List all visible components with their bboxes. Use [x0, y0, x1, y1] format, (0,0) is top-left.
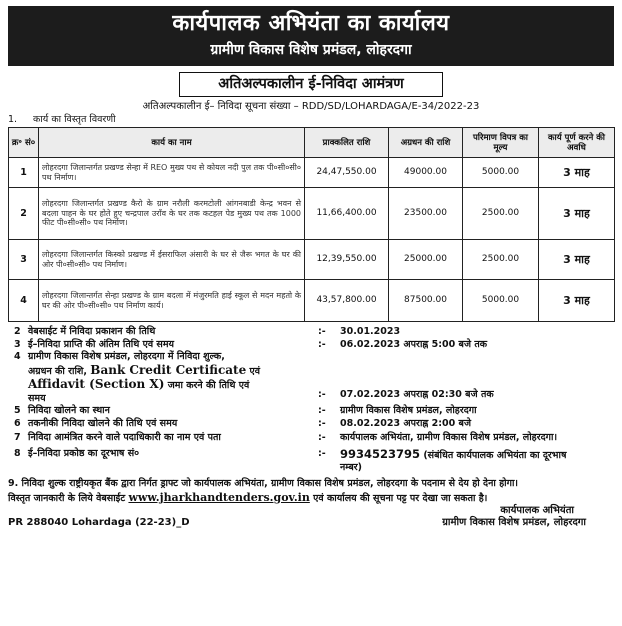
- website-link[interactable]: www.jharkhandtenders.gov.in: [128, 490, 310, 504]
- detail-value: ग्रामीण विकास विशेष प्रमंडल, लोहरदगा: [340, 405, 477, 416]
- table-header-row: [9, 128, 615, 158]
- table-row: [9, 158, 615, 188]
- row-work-name: लोहरदगा जिलान्तर्गत किस्को प्रखण्ड में ईसराफिल अंसारी के घर से जैरू भगत के घर की ओर पी०सी०सी० पथ निर्माण।: [39, 240, 305, 280]
- row-emd: 49000.00: [389, 158, 463, 188]
- detail-number: 6: [14, 417, 21, 429]
- detail-row-4: [8, 351, 614, 405]
- phone-note: (संबंधित कार्यपालक अभियंता का दूरभाष नम्बर): [340, 449, 567, 473]
- detail-number: 5: [14, 405, 21, 416]
- fee-footnote: 9. निविदा शुल्क राष्ट्रीयकृत बैंक द्वारा निर्गत ड्राफ्ट जो कार्यपालक अभियंता, ग्रामीण विकास विशेष प्रमंडल, लोहरदगा के पदनाम से देय हो देना होगा।: [8, 477, 519, 489]
- detail-number: 2: [14, 326, 21, 337]
- row-emd: 25000.00: [389, 240, 463, 280]
- detail-label: ई–निविदा प्राप्ति की अंतिम तिथि एवं समय: [28, 338, 175, 350]
- info-line: [8, 492, 614, 505]
- row-amount: 24,47,550.00: [305, 158, 389, 188]
- detail-row-6: [8, 418, 614, 431]
- section-1-number: 1.: [8, 114, 18, 125]
- row-period: 3 माह: [539, 158, 615, 188]
- row-work-name: लोहरदगा जिलान्तर्गत प्रखण्ड सेन्हा में REO मुख्य पथ से कोयल नदी पुल तक पी०सी०सी० पथ निर्माण।: [39, 158, 305, 188]
- row-amount: 12,39,550.00: [305, 240, 389, 280]
- row-emd: 23500.00: [389, 188, 463, 240]
- detail-separator: :-: [318, 326, 326, 337]
- detail-number: 8: [14, 447, 21, 459]
- detail-label: तकनीकी निविदा खोलने की तिथि एवं समय: [28, 417, 178, 429]
- row-sn: 3: [9, 240, 39, 280]
- row-emd: 87500.00: [389, 280, 463, 322]
- pr-number: PR 288040 Lohardaga (22-23)_D: [8, 516, 190, 528]
- section-1-label: कार्य का विस्तृत विवरणी: [33, 114, 116, 125]
- row-boq: 5000.00: [463, 280, 539, 322]
- detail-label: [28, 351, 318, 405]
- detail-separator: :-: [318, 389, 326, 400]
- table-row: [9, 280, 615, 322]
- section-1-heading: [8, 114, 614, 126]
- detail-value: 07.02.2023 अपराह्न 02:30 बजे तक: [340, 389, 494, 400]
- detail-row-8: [8, 448, 614, 475]
- header-work-name: कार्य का नाम: [39, 128, 305, 158]
- row-amount: 11,66,400.00: [305, 188, 389, 240]
- detail-label: निविदा आमंत्रित करने वाले पदाधिकारी का नाम एवं पता: [28, 432, 221, 443]
- footer-line: [8, 517, 614, 529]
- detail-row-2: [8, 326, 614, 339]
- detail-separator: :-: [318, 432, 326, 443]
- header-boq-cost: परिमाण विपत्र का मूल्य: [463, 128, 539, 158]
- detail-separator: :-: [318, 417, 326, 429]
- detail-value: कार्यपालक अभियंता, ग्रामीण विकास विशेष प्रमंडल, लोहरदगा।: [340, 432, 558, 443]
- table-row: [9, 188, 615, 240]
- detail-row-3: [8, 339, 614, 352]
- bank-credit-certificate-text: Bank Credit Certificate: [90, 362, 247, 377]
- detail-value: [340, 448, 590, 475]
- row-work-name: लोहरदगा जिलान्तर्गत सेन्हा प्रखण्ड के ग्राम बदला में मंजुरमति हाई स्कूल से मदन महतो के घर की ओर पी०सी०सी० पथ निर्माण कार्य।: [39, 280, 305, 322]
- detail-value: 30.01.2023: [340, 326, 401, 337]
- row-period: 3 माह: [539, 280, 615, 322]
- row-amount: 43,57,800.00: [305, 280, 389, 322]
- detail-label: निविदा खोलने का स्थान: [28, 405, 110, 416]
- phone-number: 9934523795: [340, 446, 421, 461]
- detail-separator: :-: [318, 405, 326, 416]
- row-sn: 2: [9, 188, 39, 240]
- detail-number: 3: [14, 338, 21, 350]
- division-name: ग्रामीण विकास विशेष प्रमंडल, लोहरदगा: [210, 42, 412, 58]
- detail-label-line-a: ग्रामीण विकास विशेष प्रमंडल, लोहरदगा में निविदा शुल्क,: [28, 351, 225, 362]
- header-estimated-amount: प्राक्कलित राशि: [305, 128, 389, 158]
- detail-row-5: [8, 405, 614, 418]
- row-boq: 2500.00: [463, 240, 539, 280]
- detail-label-line-b: अग्रधन की राशि,: [28, 365, 87, 377]
- row-boq: 5000.00: [463, 158, 539, 188]
- header-completion-period: कार्य पूर्ण करने की अवधि: [539, 128, 615, 158]
- signature-designation: कार्यपालक अभियंता: [500, 504, 574, 516]
- notice-number: अतिअल्पकालीन ई– निविदा सूचना संख्या – RDD/SD/LOHARDAGA/E-34/2022-23: [142, 101, 480, 112]
- detail-number: 4: [14, 351, 21, 362]
- detail-value: 06.02.2023 अपराह्न 5:00 बजे तक: [340, 338, 488, 350]
- detail-separator: :-: [318, 447, 326, 459]
- details-list: [8, 326, 614, 475]
- row-period: 3 माह: [539, 188, 615, 240]
- detail-label-line-c: जमा करने की तिथि एवं: [167, 380, 250, 391]
- works-table: [8, 127, 615, 322]
- row-boq: 2500.00: [463, 188, 539, 240]
- table-row: [9, 240, 615, 280]
- detail-label-line-d: समय: [28, 392, 46, 404]
- row-sn: 1: [9, 158, 39, 188]
- detail-label: ई–निविदा प्रकोष्ठ का दूरभाष सं०: [28, 447, 140, 459]
- detail-number: 7: [14, 432, 21, 443]
- row-period: 3 माह: [539, 240, 615, 280]
- detail-separator: :-: [318, 338, 326, 350]
- info-after: एवं कार्यालय की सूचना पट्ट पर देखा जा सकता है।: [313, 492, 488, 504]
- row-work-name: लोहरदगा जिलान्तर्गत प्रखण्ड कैरो के ग्राम नरौली करमटोली आंगनबाडी केन्द्र भवन से बदला पाहन के घर होते हुए चन्द्रपाल उराँव के घर तक कटहल पेड मुख्य पथ तक 1000 फीट पी०सी०सी० पथ निर्माण।: [39, 188, 305, 240]
- row-sn: 4: [9, 280, 39, 322]
- office-title: कार्यपालक अभियंता का कार्यालय: [172, 11, 450, 36]
- office-banner: [8, 6, 614, 66]
- info-before: विस्तृत जानकारी के लिये वेबसाईट: [8, 492, 126, 504]
- detail-row-7: [8, 432, 614, 445]
- detail-value: 08.02.2023 अपराह्न 2:00 बजे: [340, 417, 472, 429]
- header-sn: क्र॰ सं०: [9, 128, 39, 158]
- affidavit-text: Affidavit (Section X): [28, 377, 165, 391]
- notice-title: अतिअल्पकालीन ई-निविदा आमंत्रण: [179, 72, 443, 97]
- signature-division: ग्रामीण विकास विशेष प्रमंडल, लोहरदगा: [442, 516, 586, 528]
- detail-label-line-b-end: एवं: [249, 365, 261, 377]
- header-emd: अग्रधन की राशि: [389, 128, 463, 158]
- detail-label: वेबसाईट में निविदा प्रकाशन की तिथि: [28, 326, 156, 337]
